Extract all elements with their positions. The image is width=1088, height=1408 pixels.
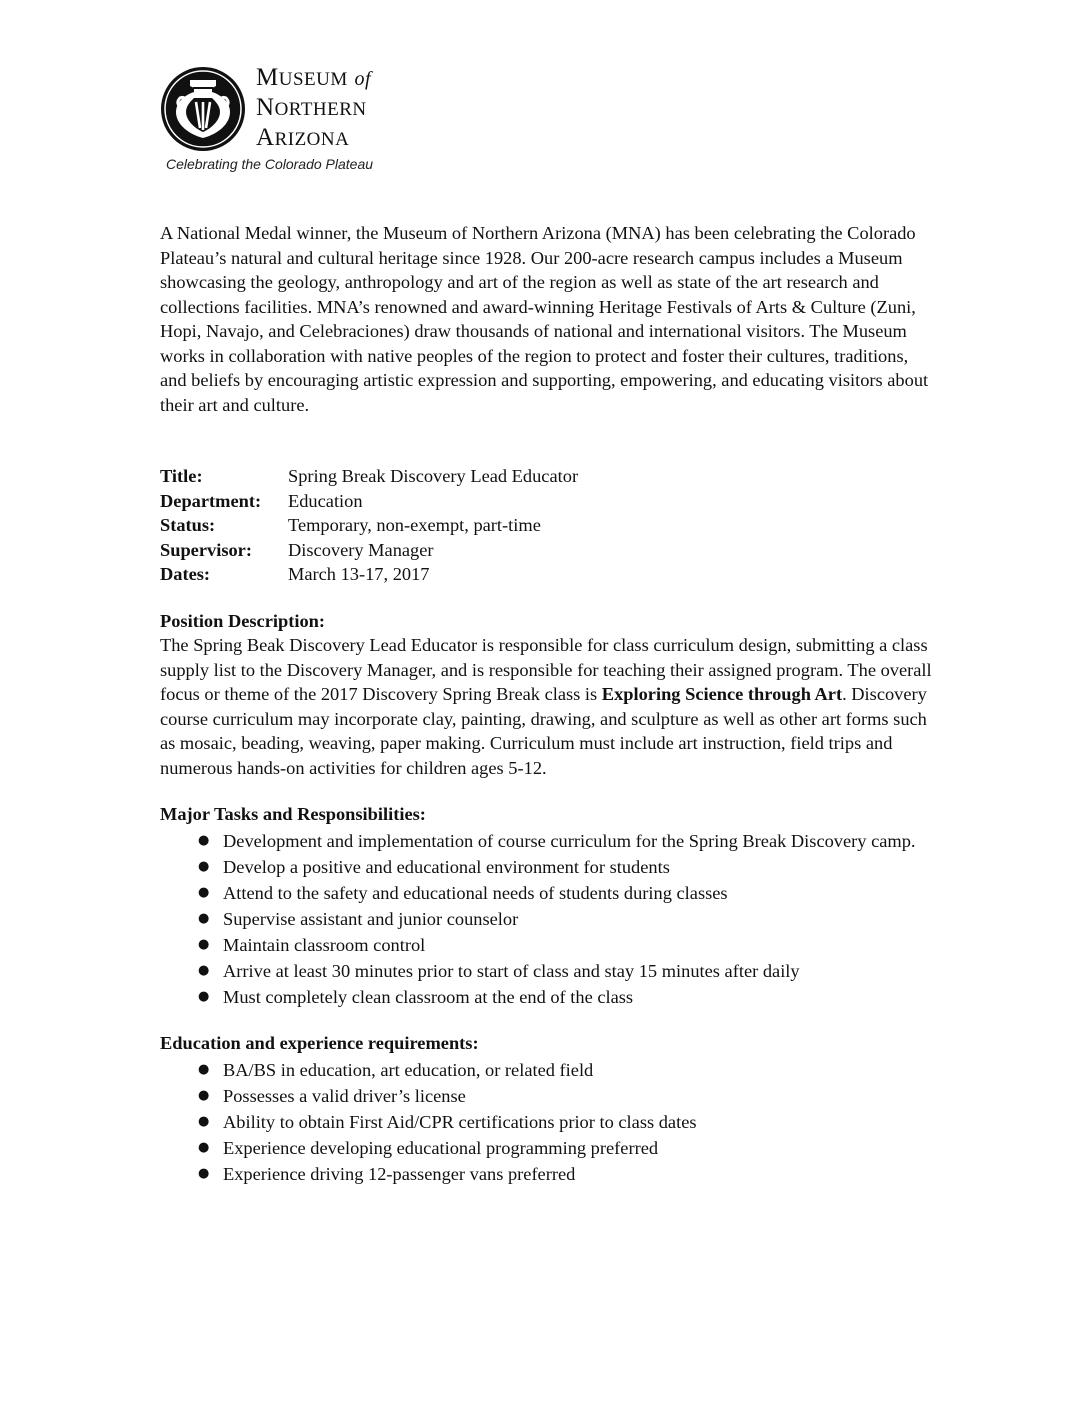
list-item: ● Experience driving 12-passenger vans preferred [160, 1162, 935, 1187]
list-item: ● Must completely clean classroom at the end of the class [160, 985, 935, 1010]
meta-row-title [160, 464, 935, 489]
meta-row-supervisor [160, 538, 935, 563]
bullet-icon: ● [198, 832, 210, 848]
pottery-vessel-icon [160, 66, 246, 152]
bullet-icon: ● [198, 1139, 210, 1155]
meta-value: Spring Break Discovery Lead Educator [288, 466, 579, 486]
bullet-icon: ● [198, 1165, 210, 1181]
bullet-icon: ● [198, 910, 210, 926]
bullet-icon: ● [198, 962, 210, 978]
position-description-section [160, 609, 935, 781]
list-item: ● Attend to the safety and educational needs of students during classes [160, 881, 935, 906]
logo-wordmark: MUSEUM of NORTHERN ARIZONA [256, 64, 372, 151]
meta-row-status [160, 513, 935, 538]
bullet-icon: ● [198, 988, 210, 1004]
meta-row-dates [160, 562, 935, 587]
bullet-icon: ● [198, 1113, 210, 1129]
bullet-icon: ● [198, 936, 210, 952]
list-item: ● Possesses a valid driver’s license [160, 1084, 935, 1109]
intro-paragraph: A National Medal winner, the Museum of Northern Arizona (MNA) has been celebrating the Colorado Plateau’s natural and cultural heritage since 1928. Our 200-acre research campus includes a Museum showcasing the geology, anthropology and art of the region as well as state of the art research and collections facilities. MNA’s renowned and award-winning Heritage Festivals of Arts & Culture (Zuni, Hopi, Navajo, and Celebraciones) draw thousands of national and international visitors. The Museum works in collaboration with native peoples of the region to protect and foster their cultures, traditions, and beliefs by encouraging artistic expression and supporting, empowering, and educating visitors about their art and culture. [160, 223, 929, 415]
tasks-section [160, 802, 935, 1009]
meta-value: March 13-17, 2017 [288, 564, 430, 584]
job-meta-table [160, 464, 935, 587]
meta-value: Temporary, non-exempt, part-time [288, 515, 541, 535]
meta-label: Title: [160, 466, 203, 486]
list-item: ● Arrive at least 30 minutes prior to start of class and stay 15 minutes after daily [160, 959, 935, 984]
list-item: ● Experience developing educational programming preferred [160, 1136, 935, 1161]
bullet-icon: ● [198, 884, 210, 900]
section-heading: Education and experience requirements: [160, 1033, 479, 1053]
bullet-icon: ● [198, 858, 210, 874]
museum-logo [160, 58, 400, 176]
list-item: ● Maintain classroom control [160, 933, 935, 958]
meta-label: Supervisor: [160, 539, 252, 560]
tasks-list [160, 829, 935, 1010]
logo-tagline: Celebrating the Colorado Plateau [166, 156, 374, 172]
bullet-icon: ● [198, 1087, 210, 1103]
list-item: ● Ability to obtain First Aid/CPR certifications prior to class dates [160, 1110, 935, 1135]
meta-row-department [160, 489, 935, 514]
meta-value: Education [288, 490, 363, 511]
section-heading: Major Tasks and Responsibilities: [160, 804, 426, 824]
bullet-icon: ● [198, 1061, 210, 1077]
meta-value: Discovery Manager [288, 539, 434, 560]
education-list [160, 1058, 935, 1187]
document-body [160, 221, 935, 1188]
list-item: ● Develop a positive and educational environment for students [160, 855, 935, 880]
position-description-text: The Spring Beak Discovery Lead Educator is responsible for class curriculum design, submitting a class supply list to the Discovery Manager, and is responsible for teaching their assigned program. The overall focus or theme of the 2017 Discovery Spring Break class is Exploring Science through Art. Discovery course curriculum may incorporate clay, painting, drawing, and sculpture as well as other art forms such as mosaic, beading, weaving, paper making. Curriculum must include art instruction, field trips and numerous hands-on activities for children ages 5-12. [160, 635, 932, 778]
meta-label: Status: [160, 515, 216, 535]
list-item: ● Development and implementation of course curriculum for the Spring Break Discovery camp. [160, 829, 935, 854]
theme-emphasis: Exploring Science through Art [601, 684, 843, 704]
meta-label: Department: [160, 490, 262, 511]
list-item: ● BA/BS in education, art education, or related field [160, 1058, 935, 1083]
section-heading: Position Description: [160, 610, 325, 631]
meta-label: Dates: [160, 564, 211, 584]
list-item: ● Supervise assistant and junior counselor [160, 907, 935, 932]
education-section [160, 1031, 935, 1186]
